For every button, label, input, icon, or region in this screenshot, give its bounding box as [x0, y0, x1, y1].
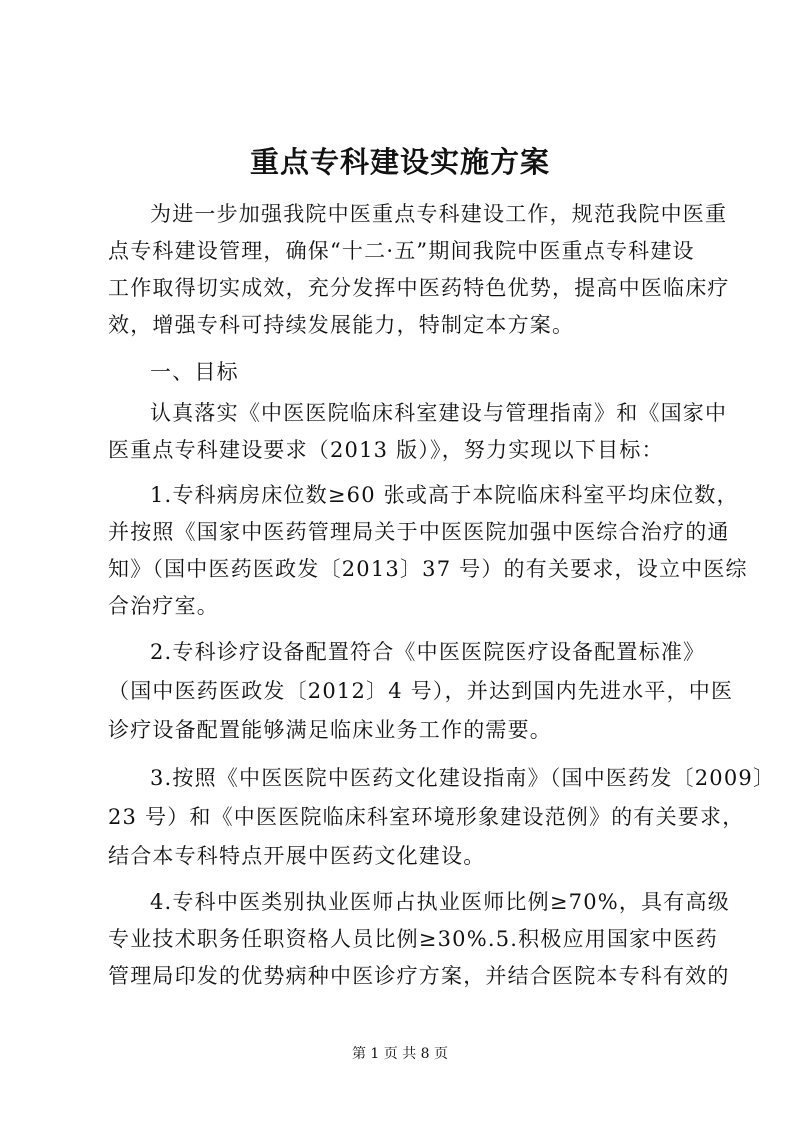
section-heading: 一、目标: [150, 360, 239, 384]
page-footer: 第 1 页 共 8 页: [351, 1046, 449, 1062]
paragraph-line: 专业技术职务任职资格人员比例≥30%.5.积极应用国家中医药: [108, 927, 718, 951]
paragraph-line: （国中医药医政发〔2012〕4 号），并达到国内先进水平，中医: [108, 679, 734, 703]
paragraph-line: 合治疗室。: [108, 594, 219, 618]
paragraph-line: 认真落实《中医医院临床科室建设与管理指南》和《国家中: [150, 401, 728, 425]
paragraph-line: 4.专科中医类别执业医师占执业医师比例≥70%，具有高级: [150, 890, 730, 914]
paragraph-line: 3.按照《中医医院中医药文化建设指南》（国中医药发〔2009〕: [150, 766, 776, 790]
paragraph-line: 并按照《国家中医药管理局关于中医医院加强中医综合治疗的通: [108, 520, 730, 544]
paragraph-line: 点专科建设管理，确保“十二·五”期间我院中医重点专科建设: [108, 239, 695, 263]
paragraph-line: 知》（国中医药医政发〔2013〕37 号）的有关要求，设立中医综: [108, 557, 748, 581]
paragraph-line: 2.专科诊疗设备配置符合《中医医院医疗设备配置标准》: [150, 640, 706, 664]
paragraph-line: 诊疗设备配置能够满足临床业务工作的需要。: [108, 718, 552, 742]
paragraph-line: 为进一步加强我院中医重点专科建设工作，规范我院中医重: [150, 202, 728, 226]
paragraph-line: 医重点专科建设要求（2013 版）》，努力实现以下目标：: [108, 438, 664, 462]
paragraph-line: 效，增强专科可持续发展能力，特制定本方案。: [108, 313, 575, 337]
document-title: 重点专科建设实施方案: [249, 145, 550, 179]
paragraph-line: 23 号）和《中医医院临床科室环境形象建设范例》的有关要求，: [108, 805, 745, 829]
paragraph-line: 结合本专科特点开展中医药文化建设。: [108, 844, 486, 868]
paragraph-line: 工作取得切实成效，充分发挥中医药特色优势，提高中医临床疗: [108, 276, 730, 300]
paragraph-line: 1.专科病房床位数≥60 张或高于本院临床科室平均床位数，: [150, 483, 739, 507]
paragraph-line: 管理局印发的优势病种中医诊疗方案，并结合医院本专科有效的: [108, 964, 730, 988]
